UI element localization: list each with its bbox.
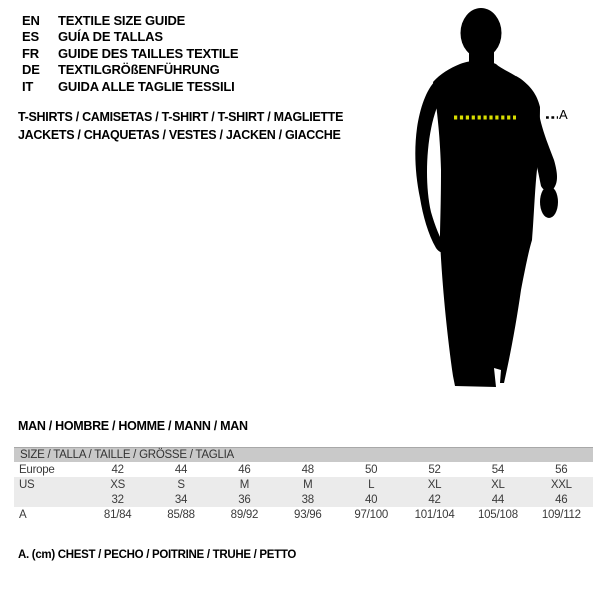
row-label: Europe: [19, 463, 55, 476]
size-value: XL: [427, 478, 442, 491]
table-row-us: [14, 477, 593, 492]
language-row-it: [22, 79, 238, 95]
size-value: 109/112: [541, 508, 581, 521]
size-value: M: [303, 478, 313, 491]
man-silhouette-figure: [398, 2, 598, 394]
size-table: [14, 447, 593, 522]
size-value: 44: [174, 463, 188, 476]
size-value: 34: [174, 493, 188, 506]
size-value: XS: [110, 478, 126, 491]
size-value: XL: [491, 478, 505, 491]
language-label: GUIDE DES TAILLES TEXTILE: [58, 45, 239, 61]
size-value: 93/96: [294, 508, 322, 521]
size-value: 52: [428, 463, 441, 476]
man-silhouette-icon: [398, 2, 598, 394]
size-value: 97/100: [354, 508, 389, 521]
size-value: 46: [238, 463, 251, 476]
size-value: 40: [365, 493, 378, 506]
row-label: US: [19, 478, 35, 491]
language-label: TEXTILGRÖßENFÜHRUNG: [58, 62, 220, 78]
size-value: 46: [555, 493, 568, 506]
size-value: 32: [111, 493, 124, 506]
size-value: M: [239, 478, 250, 491]
size-value: 81/84: [103, 508, 132, 521]
measurement-footnote: A. (cm) CHEST / PECHO / POITRINE / TRUHE / PETTO: [18, 549, 297, 561]
size-value: 38: [301, 493, 314, 506]
size-value: 85/88: [167, 508, 195, 521]
size-value: XXL: [550, 478, 572, 491]
row-label: A: [19, 508, 27, 521]
size-value: 36: [238, 493, 251, 506]
language-row-es: [22, 29, 238, 45]
category-tshirts: T-SHIRTS / CAMISETAS / T-SHIRT / T-SHIRT / MAGLIETTE: [18, 110, 344, 124]
size-value: 101/104: [414, 508, 455, 521]
size-value: 54: [491, 463, 505, 476]
size-value: L: [368, 478, 375, 491]
language-label: GUIDA ALLE TAGLIE TESSILI: [58, 78, 235, 94]
language-code: DE: [22, 62, 40, 78]
language-label: GUÍA DE TALLAS: [58, 29, 163, 45]
table-row-europe: [14, 462, 593, 477]
language-row-en: [22, 13, 238, 29]
size-value: 42: [111, 463, 124, 476]
size-value: 105/108: [478, 508, 518, 521]
language-code: FR: [22, 45, 39, 61]
size-value: 42: [428, 493, 441, 506]
size-value: S: [177, 478, 185, 491]
garment-categories: [18, 108, 343, 144]
language-code: EN: [22, 13, 40, 28]
category-jackets: JACKETS / CHAQUETAS / VESTES / JACKEN / GIACCHE: [18, 128, 341, 142]
language-label: TEXTILE SIZE GUIDE: [58, 13, 186, 28]
size-value: 48: [301, 463, 314, 476]
chest-measure-label: A: [559, 107, 568, 122]
language-row-de: [22, 62, 238, 78]
table-row-chest-cm: [14, 507, 593, 522]
language-title-list: [22, 13, 238, 95]
size-value: 50: [365, 463, 378, 476]
language-code: ES: [22, 29, 39, 45]
language-code: IT: [22, 78, 34, 94]
size-table-header: SIZE / TALLA / TAILLE / GRÖSSE / TAGLIA: [14, 447, 593, 462]
size-value: 89/92: [230, 508, 259, 521]
size-value: 56: [555, 463, 568, 476]
size-value: 44: [491, 493, 505, 506]
language-row-fr: [22, 46, 238, 62]
table-row-numeric: [14, 492, 593, 507]
section-title-man: MAN / HOMBRE / HOMME / MANN / MAN: [18, 419, 248, 433]
